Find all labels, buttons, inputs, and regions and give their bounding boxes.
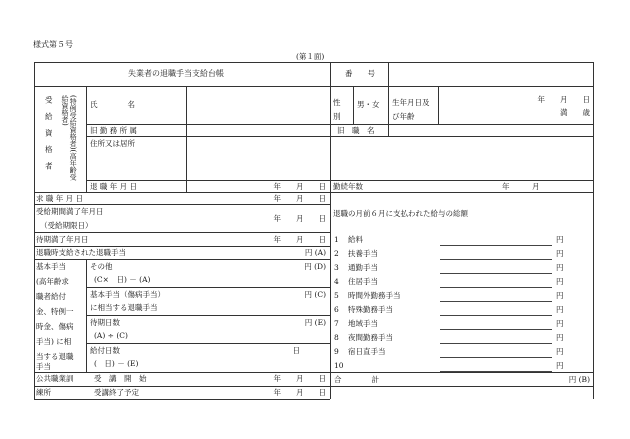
salary-item-yen: 円 — [556, 263, 564, 272]
salary-item-yen: 円 — [556, 277, 564, 286]
salary-item-label: 地域手当 — [348, 319, 378, 328]
salary-item-no: 7 — [334, 319, 339, 328]
salary-item-no: 8 — [334, 333, 339, 342]
basic-equiv-unit: 円 (C) — [304, 290, 326, 299]
salary-item-label: 夜間勤務手当 — [348, 333, 393, 342]
salary-item-label: 給料 — [348, 235, 363, 244]
salary-item-no: 3 — [334, 263, 339, 272]
name-label: 氏 名 — [90, 100, 135, 109]
other-formula: (C× 日) － (A) — [94, 275, 151, 284]
birth-label: 生年月日及び年齢 — [392, 98, 430, 122]
applicant-vertical-label: 受給資格者 — [44, 96, 54, 179]
basic-group-line: 職者給付 — [36, 292, 66, 301]
retire-date-label: 退 職 年 月 日 — [90, 182, 138, 191]
salary-total-unit: 円 (B) — [568, 375, 590, 384]
salary-item-no: 2 — [334, 249, 339, 258]
salary-item-label: 通勤手当 — [348, 263, 378, 272]
sex-label: 性別 — [333, 98, 341, 122]
position-label: 旧 職 名 — [337, 126, 375, 135]
retire-date-value: 年 月 日 — [273, 182, 326, 191]
period-end-sub-label: （受給期限日） — [40, 221, 93, 230]
period-end-label: 受給期間満了年月日 — [36, 207, 104, 216]
salary-item-no: 6 — [334, 305, 339, 314]
office-label: 旧 勤 務 所 属 — [90, 126, 138, 135]
sex-value: 男・女 — [357, 100, 380, 109]
basic-group-line: 基本手当 — [36, 262, 66, 271]
address-label: 住所又は居所 — [90, 139, 135, 148]
basic-group-line: 時金、傷病 — [36, 322, 74, 331]
waiting-days-formula: (A) ÷ (C) — [94, 331, 128, 340]
salary-item-no: 1 — [334, 235, 339, 244]
training-end-value: 年 月 日 — [273, 388, 326, 397]
basic-group-line: 手当) に相 — [36, 337, 72, 346]
salary-item-yen: 円 — [556, 291, 564, 300]
period-end-value: 年 月 日 — [273, 214, 326, 223]
form-number: 様式第５号 — [33, 40, 73, 49]
salary-item-yen: 円 — [556, 249, 564, 258]
salary-item-yen: 円 — [556, 305, 564, 314]
birth-value: 年 月 日 — [537, 95, 590, 104]
training-label-1: 公共職業訓 — [36, 374, 74, 383]
salary-item-label: 時間外勤務手当 — [348, 291, 401, 300]
paid-allowance-label: 退職時支給された退職手当 — [36, 248, 126, 257]
salary-item-label: 扶養手当 — [348, 249, 378, 258]
salary-item-yen: 円 — [556, 235, 564, 244]
basic-group-line: 金、特例一 — [36, 307, 74, 316]
salary-item-label: 特殊勤務手当 — [348, 305, 393, 314]
salary-item-yen: 円 — [556, 319, 564, 328]
basic-equiv-label-1: 基本手当（傷病手当） — [90, 290, 165, 299]
salary-item-no: 10 — [334, 361, 344, 370]
page-label: (第１面) — [296, 52, 325, 61]
service-years-label: 勤続年数 — [333, 182, 363, 191]
pay-days-label: 給付日数 — [90, 346, 120, 355]
training-end-label: 受講終了予定 — [94, 388, 139, 397]
other-unit: 円 (D) — [304, 262, 326, 271]
basic-equiv-label-2: に相当する退職手当 — [90, 303, 158, 312]
basic-group-line: (高年齢求 — [36, 277, 69, 286]
request-date-value: 年 月 日 — [273, 194, 326, 203]
salary-item-yen: 円 — [556, 361, 564, 370]
salary-item-label: 宿日直手当 — [348, 347, 386, 356]
waiting-end-value: 年 月 日 — [273, 235, 326, 244]
training-label-2: 練所 — [36, 388, 51, 397]
pay-days-unit: 日 — [292, 346, 300, 355]
salary-item-no: 5 — [334, 291, 339, 300]
waiting-end-label: 待期満了年月日 — [36, 235, 89, 244]
salary-item-yen: 円 — [556, 333, 564, 342]
paid-allowance-unit: 円 (A) — [304, 248, 326, 257]
salary-heading: 退職の月前６月に支払われた給与の総額 — [333, 209, 468, 218]
pay-days-formula: ( 日) － (E) — [94, 359, 139, 368]
training-start-label: 受 講 開 始 — [94, 374, 147, 383]
ledger-title: 失業者の退職手当支給台帳 — [128, 69, 224, 78]
age-value: 満 歳 — [560, 108, 590, 117]
waiting-days-label: 待期日数 — [90, 318, 120, 327]
waiting-days-unit: 円 (E) — [304, 318, 326, 327]
salary-item-no: 4 — [334, 277, 339, 286]
other-label: その他 — [90, 262, 113, 271]
salary-item-yen: 円 — [556, 347, 564, 356]
service-years-value: 年 月 — [502, 182, 540, 191]
applicant-paren-label: (特例受給資格者)(高年齢受給資格者) — [61, 95, 78, 181]
request-date-label: 求 職 年 月 日 — [36, 194, 84, 203]
basic-group-line: 当する退職 — [36, 352, 74, 361]
number-label: 番 号 — [345, 69, 375, 78]
training-start-value: 年 月 日 — [273, 374, 326, 383]
salary-item-no: 9 — [334, 347, 339, 356]
salary-item-label: 住居手当 — [348, 277, 378, 286]
basic-group-line: 手当 — [36, 362, 51, 371]
salary-total-label: 合 計 — [334, 375, 379, 384]
